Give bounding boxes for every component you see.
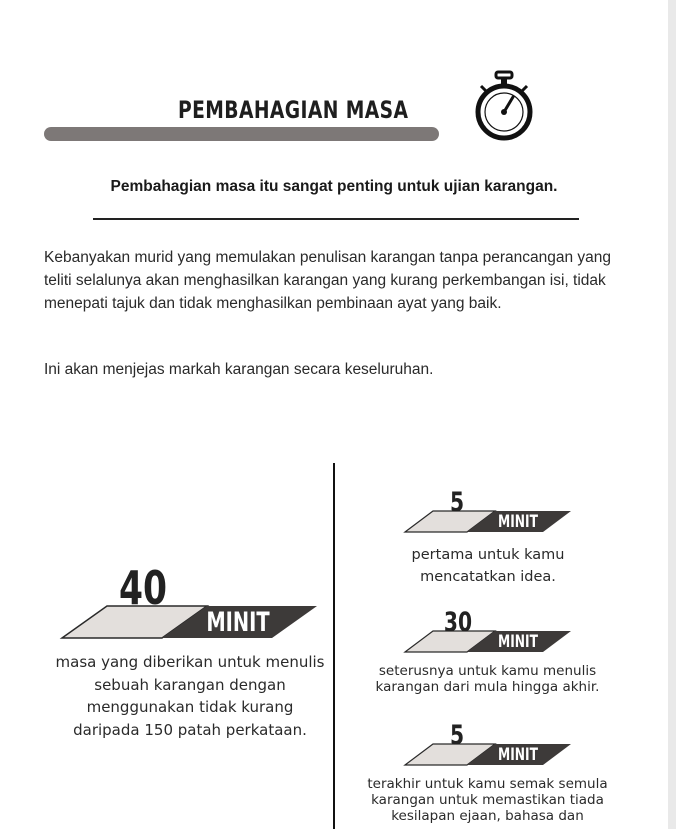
main-time-banner [62, 561, 317, 641]
page-title: PEMBAHAGIAN MASA [178, 96, 409, 124]
main-time-description: masa yang diberikan untuk menulis sebuah karangan dengan menggunakan tidak kurang daripada 150 patah perkataan. [55, 653, 325, 739]
subtitle: Pembahagian masa itu sangat penting untuk ujian karangan. [110, 178, 558, 195]
breakdown-description-1: pertama untuk kamu mencatatkan idea. [411, 547, 565, 585]
breakdown-unit-3: MINIT [498, 745, 538, 765]
breakdown-description-3: terakhir untuk kamu semak semula karangan untuk memastikan tiada kesilapan ejaan, bahasa dan [367, 776, 608, 824]
divider [93, 218, 579, 220]
consequence-paragraph: Ini akan menjejas markah karangan secara keseluruhan. [44, 361, 434, 378]
breakdown-banner-2 [405, 604, 571, 654]
intro-paragraph: Kebanyakan murid yang memulakan penulisan karangan tanpa perancangan yang teliti selalunya akan menghasilkan karangan yang kurang perkembangan isi, tidak menepati tajuk dan tidak menghasilkan pembinaan ayat yang baik. [44, 249, 612, 312]
breakdown-unit-2: MINIT [498, 632, 538, 652]
breakdown-description-2: seterusnya untuk kamu menulis karangan dari mula hingga akhir. [375, 663, 600, 695]
breakdown-number-3: 5 [449, 720, 465, 751]
stopwatch-icon [473, 70, 535, 142]
breakdown-banner-3 [405, 717, 571, 767]
column-divider [333, 463, 335, 829]
breakdown-number-1: 5 [449, 487, 465, 518]
breakdown-number-2: 30 [443, 607, 473, 638]
main-time-number: 40 [118, 561, 167, 615]
main-time-unit: MINIT [206, 607, 270, 638]
title-underline-bar [44, 127, 439, 141]
breakdown-unit-1: MINIT [498, 512, 538, 532]
breakdown-banner-1 [405, 484, 571, 534]
